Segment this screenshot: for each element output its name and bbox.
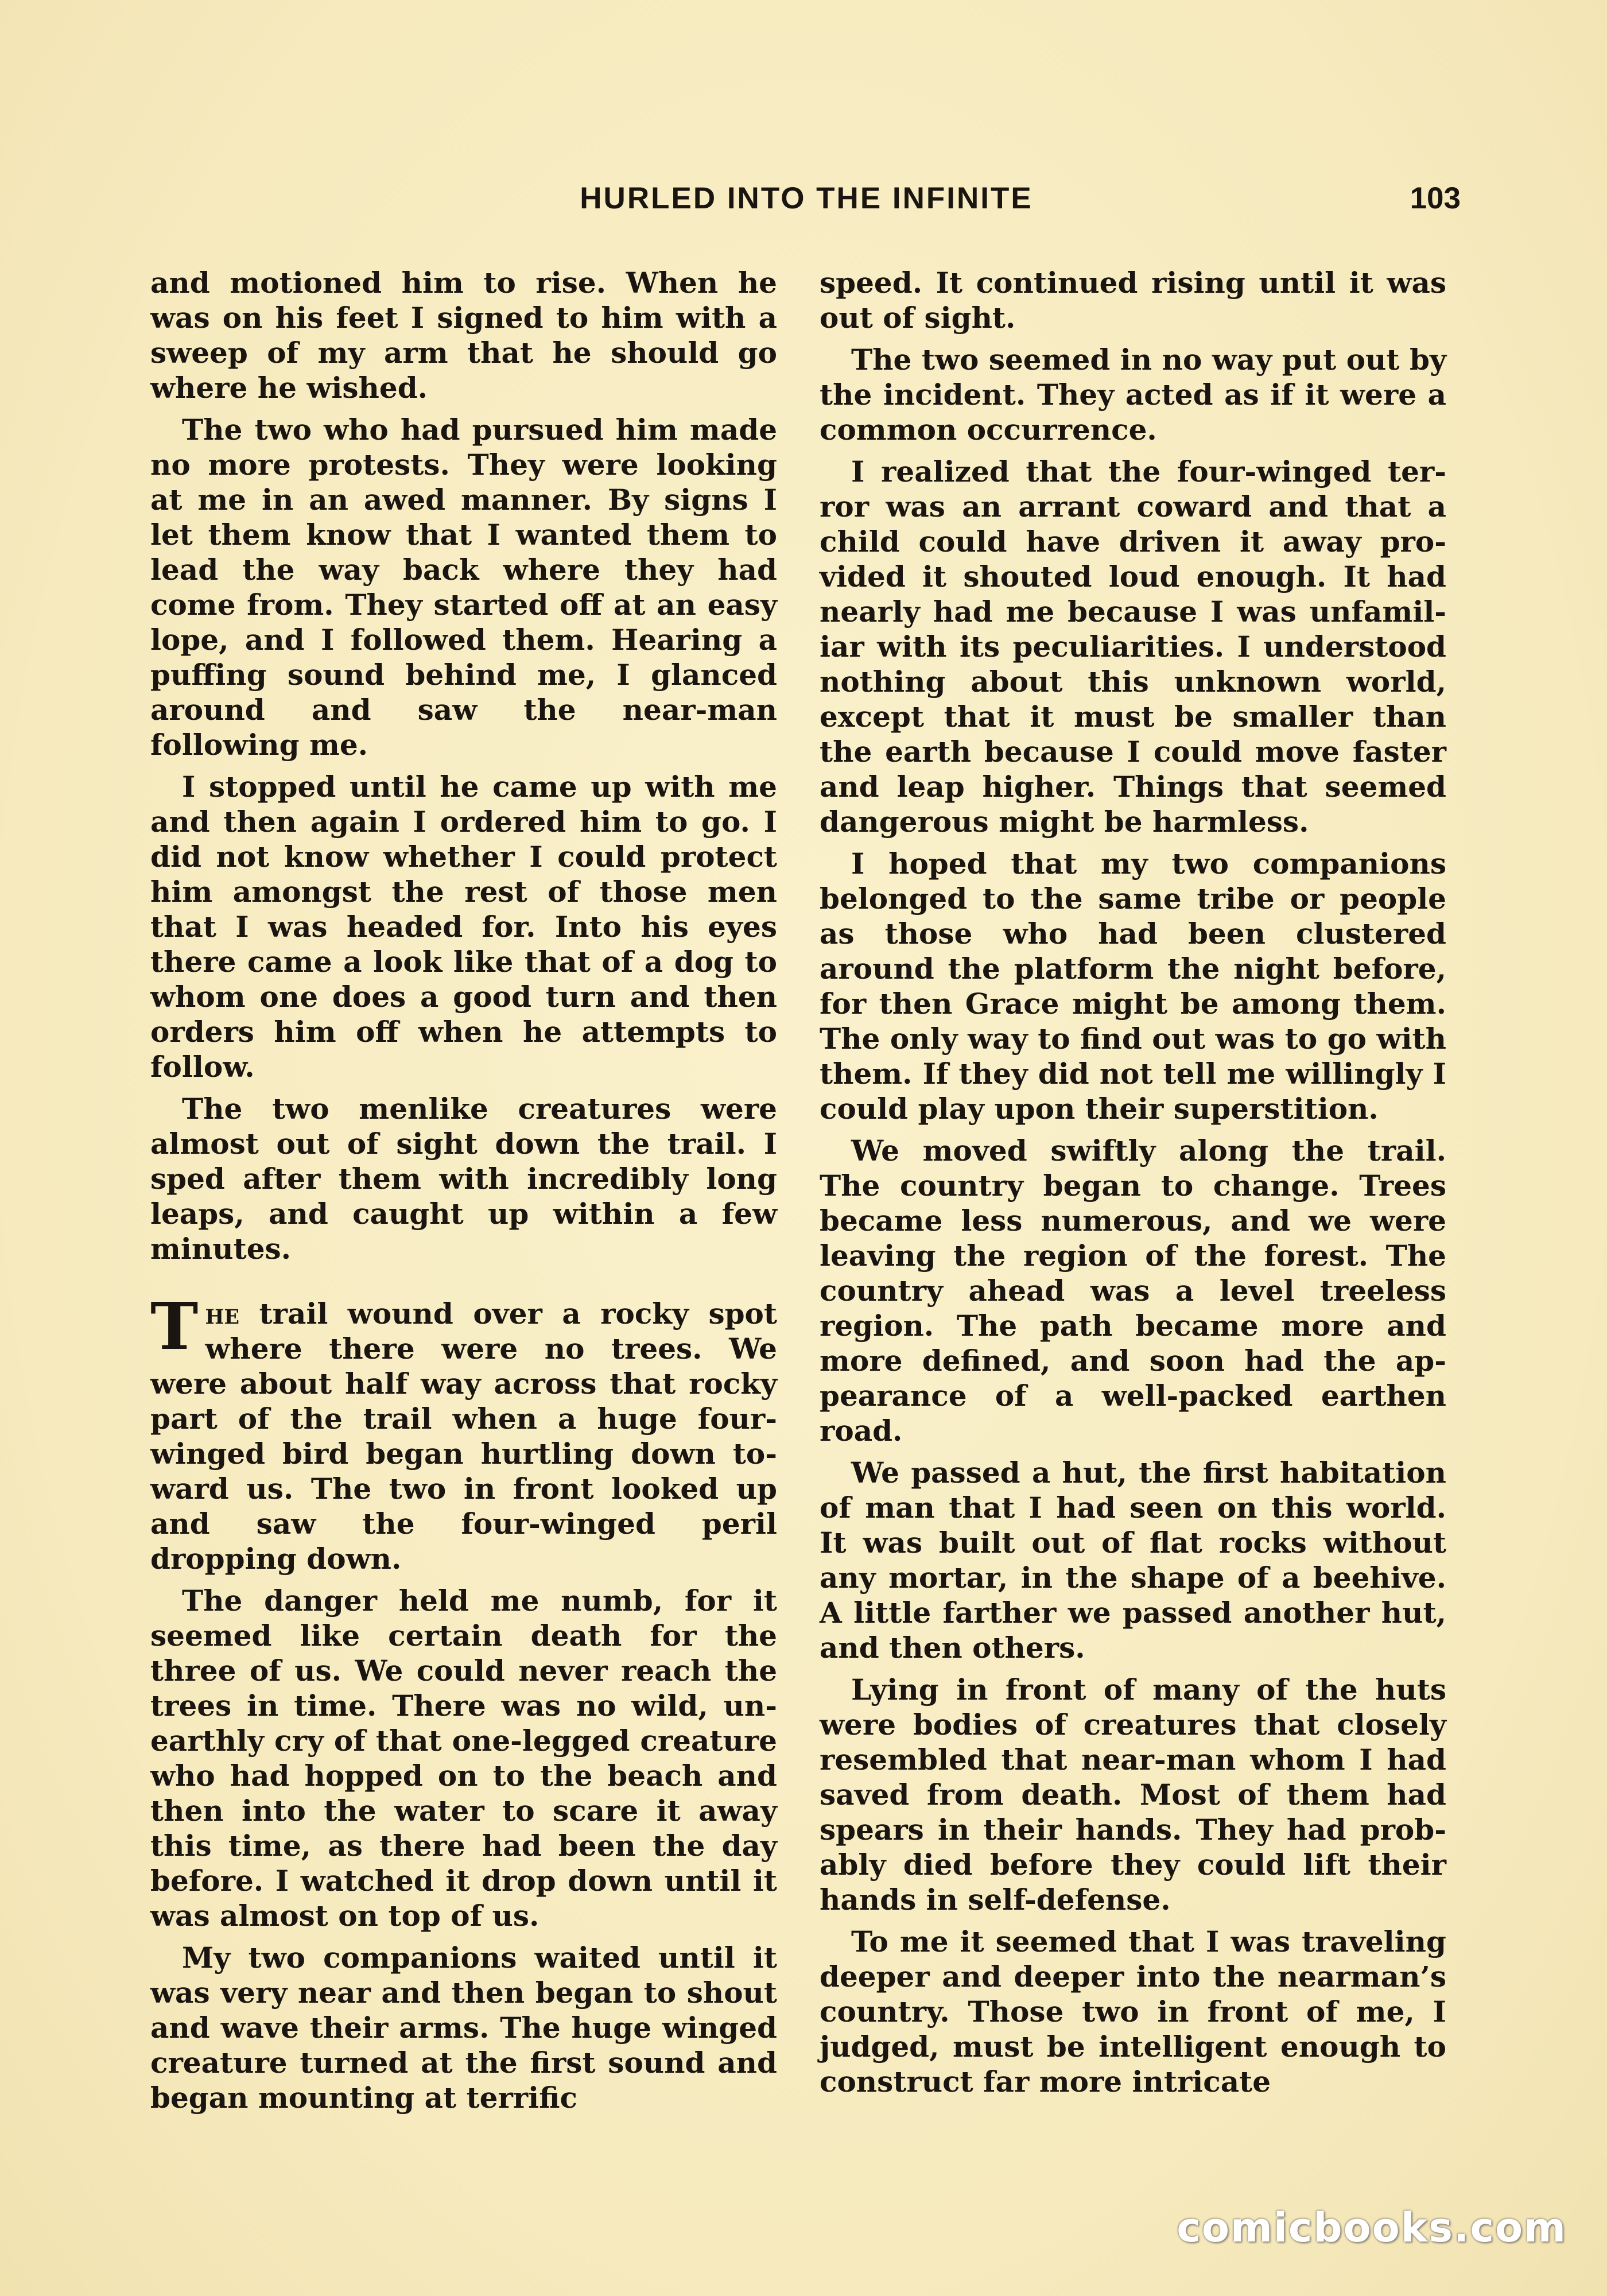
- paragraph: I hoped that my two companions belonged to the same tribe or people as those who had been clustered around the platform the night before, for then Grace might be among them. The only way to find out was to go with them. If they did not tell me willingly I could play upon their superstition.: [820, 847, 1446, 1126]
- paragraph: To me it seemed that I was traveling deeper and deeper into the nearman’s country. Those two in front of me, I judged, must be intelligent enough to construct far more intricate: [820, 1925, 1446, 2099]
- paragraph: The two seemed in no way put out by the incident. They acted as if it were a common occurrence.: [820, 343, 1446, 447]
- paragraph: Lying in front of many of the huts were bodies of creatures that closely resembled that near-man whom I had saved from death. Most of them had spears in their hands. They had probably died before they could lift their hands in self-defense.: [820, 1673, 1446, 1917]
- paragraph: We moved swiftly along the trail. The country began to change. Trees became less numerous, and we were leaving the region of the forest. The country ahead was a level treeless region. The path became more and more defined, and soon had the appearance of a well-packed earthen road.: [820, 1134, 1446, 1448]
- paragraph: speed. It continued rising until it was out of sight.: [820, 266, 1446, 335]
- paragraph: I stopped until he came up with me and then again I ordered him to go. I did not know whether I could protect him amongst the rest of those men that I was headed for. Into his eyes there came a look like that of a dog to whom one does a good turn and then orders him off when he attempts to follow.: [150, 770, 777, 1084]
- paragraph: and motioned him to rise. When he was on his feet I signed to him with a sweep of my arm that he should go where he wished.: [150, 266, 777, 405]
- drop-cap-letter: T: [150, 1289, 199, 1364]
- paragraph: The two who had pursued him made no more protests. They were looking at me in an awed manner. By signs I let them know that I wanted them to lead the way back where they had come from. They started off at an easy lope, and I followed them. Hearing a puffing sound behind me, I glanced around and saw the near-man following me.: [150, 413, 777, 762]
- paragraph: The two menlike creatures were almost out of sight down the trail. I sped after them with incredibly long leaps, and caught up within a few minutes.: [150, 1092, 777, 1266]
- right-text-column: [820, 265, 1446, 2106]
- section-start-paragraph: [150, 1289, 777, 1576]
- paragraph: We passed a hut, the first habitation of man that I had seen on this world. It was built out of flat rocks without any mortar, in the shape of a beehive. A little farther we passed another hut, and then others.: [820, 1456, 1446, 1665]
- paragraph-text: trail wound over a rocky spot where there were no trees. We were about half way across that rocky part of the trail when a huge four-winged bird began hurtling down toward us. The two in front looked up and saw the four-winged peril dropping down.: [150, 1297, 777, 1576]
- paragraph: My two companions waited until it was very near and then began to shout and wave their arms. The huge winged creature turned at the first sound and began mounting at terrific: [150, 1941, 777, 2115]
- left-text-column: [150, 265, 777, 2122]
- small-caps-lead: he: [205, 1297, 240, 1331]
- site-watermark: comicbooks.com: [1177, 2204, 1567, 2251]
- paragraph: The danger held me numb, for it seemed like certain death for the three of us. We could never reach the trees in time. There was no wild, unearthly cry of that one-legged creature who had hopped on to the beach and then into the water to scare it away this time, as there had been the day before. I watched it drop down until it was almost on top of us.: [150, 1584, 777, 1933]
- page-number: 103: [1410, 181, 1461, 215]
- page-header: [152, 181, 1461, 221]
- paragraph: I realized that the four-winged terror was an arrant coward and that a child could have driven it away provided it shouted loud enough. It had nearly had me because I was unfamiliar with its peculiarities. I understood nothing about this unknown world, except that it must be smaller than the earth because I could move faster and leap higher. Things that seemed dangerous might be harmless.: [820, 455, 1446, 839]
- running-head-title: HURLED INTO THE INFINITE: [580, 181, 1033, 215]
